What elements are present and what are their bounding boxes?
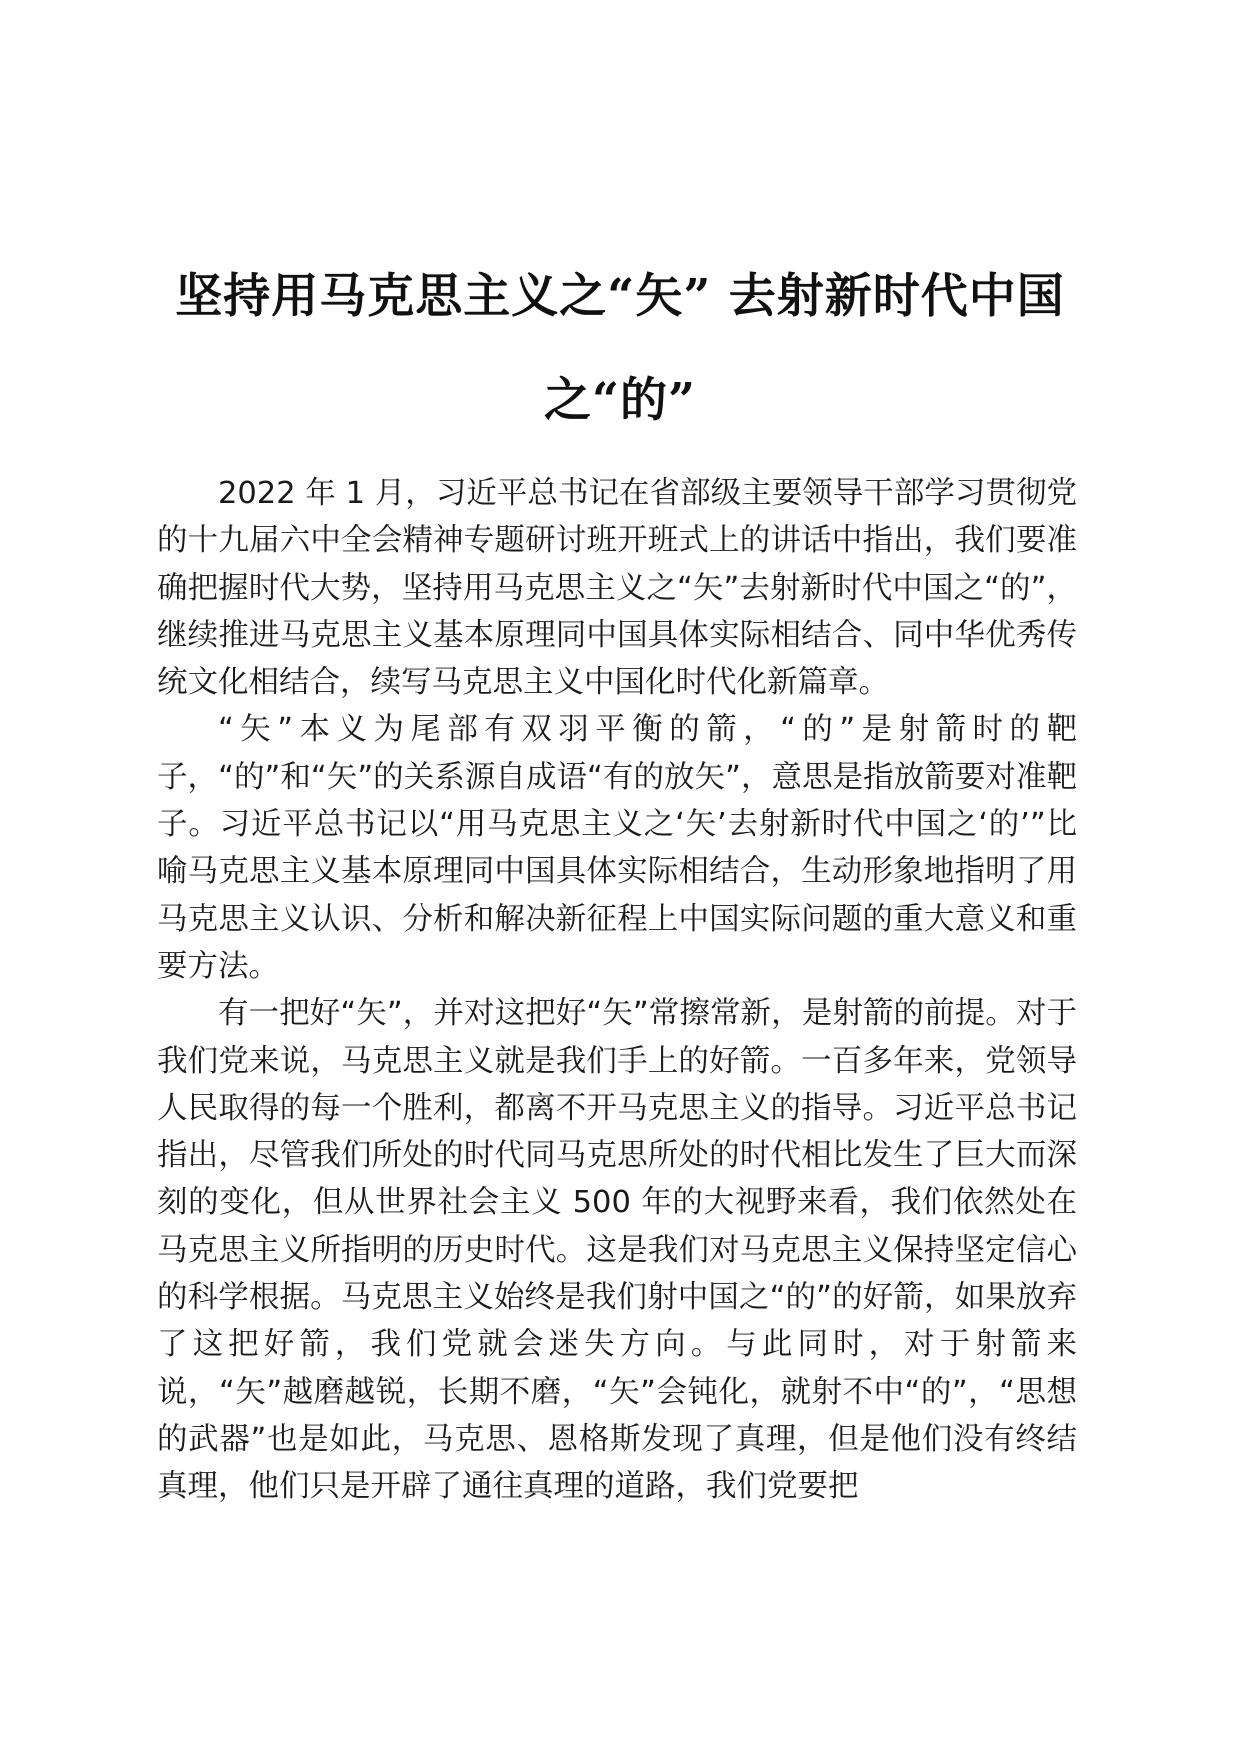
paragraph-2: “矢”本义为尾部有双羽平衡的箭，“的”是射箭时的靶子，“的”和“矢”的关系源自成语“有的放矢”，意思是指放箭要对准靶子。习近平总书记以“用马克思主义之‘矢’去射新时代中国之‘的’”比喻马克思主义基本原理同中国具体实际相结合，生动形象地指明了用马克思主义认识、分析和解决新征程上中国实际问题的重大意义和重要方法。	[157, 712, 1077, 984]
title-line-1: 坚持用马克思主义之“矢” 去射新时代中国	[175, 269, 1065, 324]
paragraph-3: 有一把好“矢”，并对这把好“矢”常擦常新，是射箭的前提。对于我们党来说，马克思主义就是我们手上的好箭。一百多年来，党领导人民取得的每一个胜利，都离不开马克思主义的指导。习近平总书记指出，尽管我们所处的时代同马克思所处的时代相比发生了巨大而深刻的变化，但从世界社会主义 500 年的大视野来看，我们依然处在马克思主义所指明的历史时代。这是我们对马克思主义保持坚定信心的科学根据。马克思主义始终是我们射中国之“的”的好箭，如果放弃了这把好箭，我们党就会迷失方向。与此同时，对于射箭来说，“矢”越磨越锐，长期不磨，“矢”会钝化，就射不中“的”，“思想的武器”也是如此，马克思、恩格斯发现了真理，但是他们没有终结真理，他们只是开辟了通往真理的道路，我们党要把	[157, 996, 1077, 1505]
paragraph-1: 2022 年 1 月，习近平总书记在省部级主要领导干部学习贯彻党的十九届六中全会精神专题研讨班开班式上的讲话中指出，我们要准确把握时代大势，坚持用马克思主义之“矢”去射新时代中国之“的”，继续推进马克思主义基本原理同中国具体实际相结合、同中华优秀传统文化相结合，续写马克思主义中国化时代化新篇章。	[157, 476, 1077, 701]
title-line-2: 之“的”	[543, 373, 697, 428]
article-body	[157, 470, 1077, 1511]
page-title	[150, 245, 1090, 453]
